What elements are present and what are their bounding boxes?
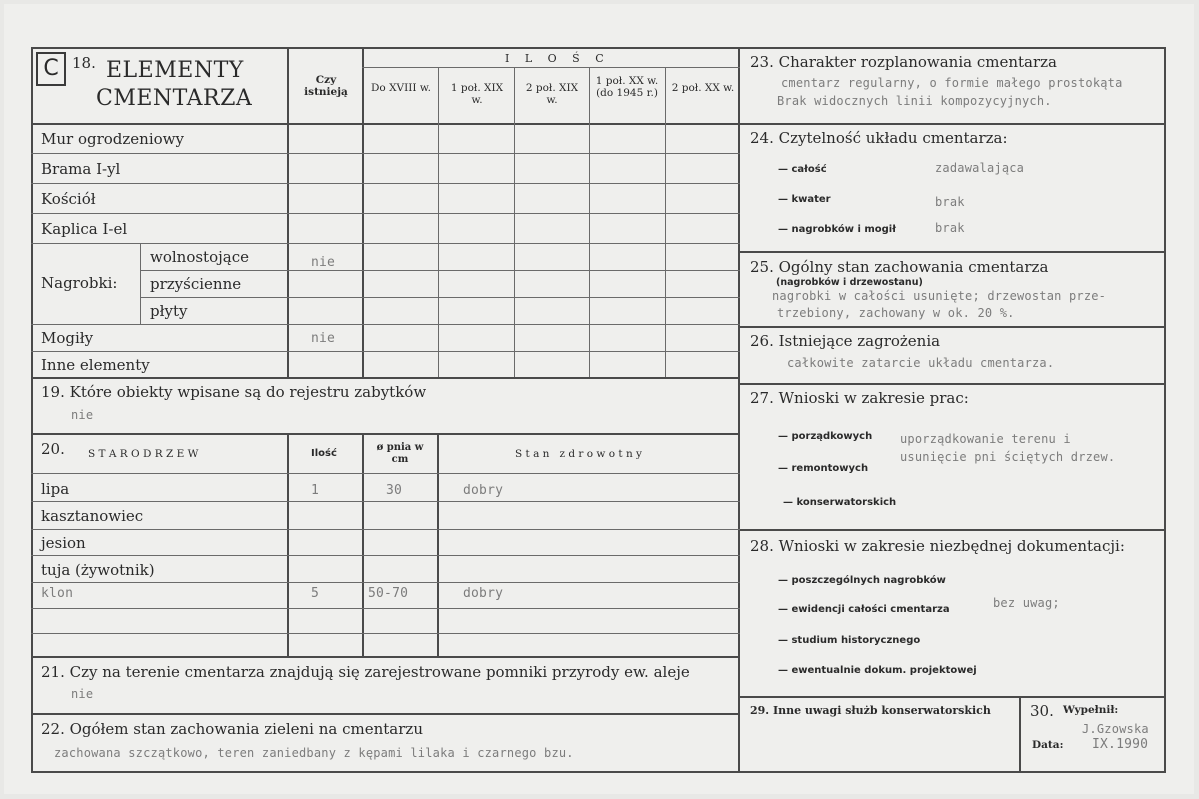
section-23-line2: Brak widocznych linii kompozycyjnych.	[777, 94, 1052, 108]
col-header-2pol-xx: 2 poł. XX w.	[671, 82, 735, 94]
section-25-line2: trzebiony, zachowany w ok. 20 %.	[777, 306, 1015, 320]
section-21-label: 21. Czy na terenie cmentarza znajdują się zarejestrowane pomniki przyrody ew. aleje	[41, 663, 690, 681]
section-30-label: Wypełnił:	[1063, 704, 1119, 716]
section-27-label: 27. Wnioski w zakresie prac:	[750, 389, 969, 407]
section-28-value: bez uwag;	[993, 596, 1060, 610]
row-nagrobki: Nagrobki:	[41, 274, 118, 292]
section-18-number: 18.	[72, 54, 96, 72]
section-28-item-ewidencji: — ewidencji całości cmentarza	[778, 604, 950, 615]
tree-name-lipa: lipa	[41, 480, 70, 498]
section-30-number: 30.	[1030, 702, 1054, 720]
section-26-value: całkowite zatarcie układu cmentarza.	[787, 356, 1055, 370]
section-23-line1: cmentarz regularny, o formie małego prostokąta	[781, 76, 1123, 90]
row-nagrobki-plyty: płyty	[150, 302, 188, 320]
section-28-item-nagrobkow: — poszczególnych nagrobków	[778, 575, 946, 586]
section-25-sub: (nagrobków i drzewostanu)	[776, 277, 923, 288]
row-kaplica: Kaplica I-el	[41, 220, 128, 238]
section-20-number: 20.	[41, 440, 65, 458]
row-inne-elementy: Inne elementy	[41, 356, 150, 374]
section-27-line1: uporządkowanie terenu i	[900, 432, 1071, 446]
section-28-item-studium: — studium historycznego	[778, 635, 921, 646]
section-18-title-line2: CMENTARZA	[96, 86, 253, 111]
tree-qty-lipa: 1	[311, 483, 320, 498]
col-header-srednica-pnia: ø pnia w cm	[376, 442, 424, 465]
row-brama: Brama I-yl	[41, 160, 121, 178]
section-letter-box: C	[36, 52, 66, 86]
tree-diam-klon: 50-70	[368, 586, 409, 601]
col-header-ilosc: I L O Ś C	[505, 52, 610, 65]
row-nagrobki-wolnostojace: wolnostojące	[150, 248, 249, 266]
col-header-1pol-xx: 1 poł. XX w. (do 1945 r.)	[595, 75, 659, 99]
section-26-label: 26. Istniejące zagrożenia	[750, 332, 941, 350]
tree-name-kasztanowiec: kasztanowiec	[41, 507, 144, 525]
section-24-value-kwater: brak	[935, 195, 965, 209]
row-nagrobki-przyscienne: przyścienne	[150, 275, 242, 293]
section-30-name: J.Gzowska	[1082, 722, 1149, 736]
col-header-stan-zdrowotny: S t a n z d r o w o t n y	[515, 448, 642, 460]
section-25-label: 25. Ogólny stan zachowania cmentarza	[750, 258, 1049, 276]
tree-state-lipa: dobry	[463, 483, 504, 498]
col-header-1pol-xix: 1 poł. XIX w.	[450, 82, 504, 106]
tree-name-jesion: jesion	[41, 534, 86, 552]
section-24-item-calosc: — całość	[778, 164, 827, 175]
row-mur-ogrodzeniowy: Mur ogrodzeniowy	[41, 130, 184, 148]
section-24-item-kwater: — kwater	[778, 194, 831, 205]
section-28-item-projektowej: — ewentualnie dokum. projektowej	[778, 665, 977, 676]
tree-qty-klon: 5	[311, 586, 320, 601]
col-header-2pol-xix: 2 poł. XIX w.	[525, 82, 579, 106]
tree-state-klon: dobry	[463, 586, 504, 601]
value-mogily-czy-istnieja: nie	[311, 331, 336, 346]
section-30-date: IX.1990	[1092, 737, 1149, 752]
section-20-title: S T A R O D R Z E W	[88, 448, 199, 460]
section-27-item-porzadkowych: — porządkowych	[778, 431, 873, 442]
section-22-label: 22. Ogółem stan zachowania zieleni na cmentarzu	[41, 720, 423, 738]
section-24-value-calosc: zadawalająca	[935, 161, 1025, 175]
section-21-value: nie	[71, 687, 94, 701]
tree-diam-lipa: 30	[386, 483, 403, 498]
row-kosciol: Kościół	[41, 190, 96, 208]
section-22-value: zachowana szczątkowo, teren zaniedbany z kępami lilaka i czarnego bzu.	[54, 746, 574, 760]
tree-name-tuja: tuja (żywotnik)	[41, 561, 155, 579]
tree-name-klon: klon	[41, 586, 74, 601]
row-mogily: Mogiły	[41, 329, 94, 347]
section-23-label: 23. Charakter rozplanowania cmentarza	[750, 53, 1057, 71]
section-24-item-nagrobkow: — nagrobków i mogił	[778, 224, 896, 235]
section-27-line2: usunięcie pni ściętych drzew.	[900, 450, 1116, 464]
section-25-line1: nagrobki w całości usunięte; drzewostan prze-	[772, 289, 1107, 303]
section-24-value-nagrobkow: brak	[935, 221, 965, 235]
value-nagrobki-czy-istnieja: nie	[311, 255, 336, 270]
section-28-label: 28. Wnioski w zakresie niezbędnej dokumentacji:	[750, 537, 1125, 555]
col-header-ilosc-drzew: Ilość	[311, 448, 337, 459]
section-27-item-remontowych: — remontowych	[778, 463, 869, 474]
section-29-label: 29. Inne uwagi służb konserwatorskich	[750, 704, 991, 717]
section-24-label: 24. Czytelność układu cmentarza:	[750, 129, 1008, 147]
col-header-czy-istnieja: Czy istnieją	[304, 74, 348, 98]
section-18-title-line1: ELEMENTY	[106, 58, 244, 83]
section-27-item-konserwatorskich: — konserwatorskich	[783, 497, 897, 508]
section-30-date-label: Data:	[1032, 739, 1064, 751]
section-19-value: nie	[71, 408, 94, 422]
section-19-label: 19. Które obiekty wpisane są do rejestru zabytków	[41, 383, 427, 401]
col-header-do-xviii: Do XVIII w.	[371, 82, 431, 94]
